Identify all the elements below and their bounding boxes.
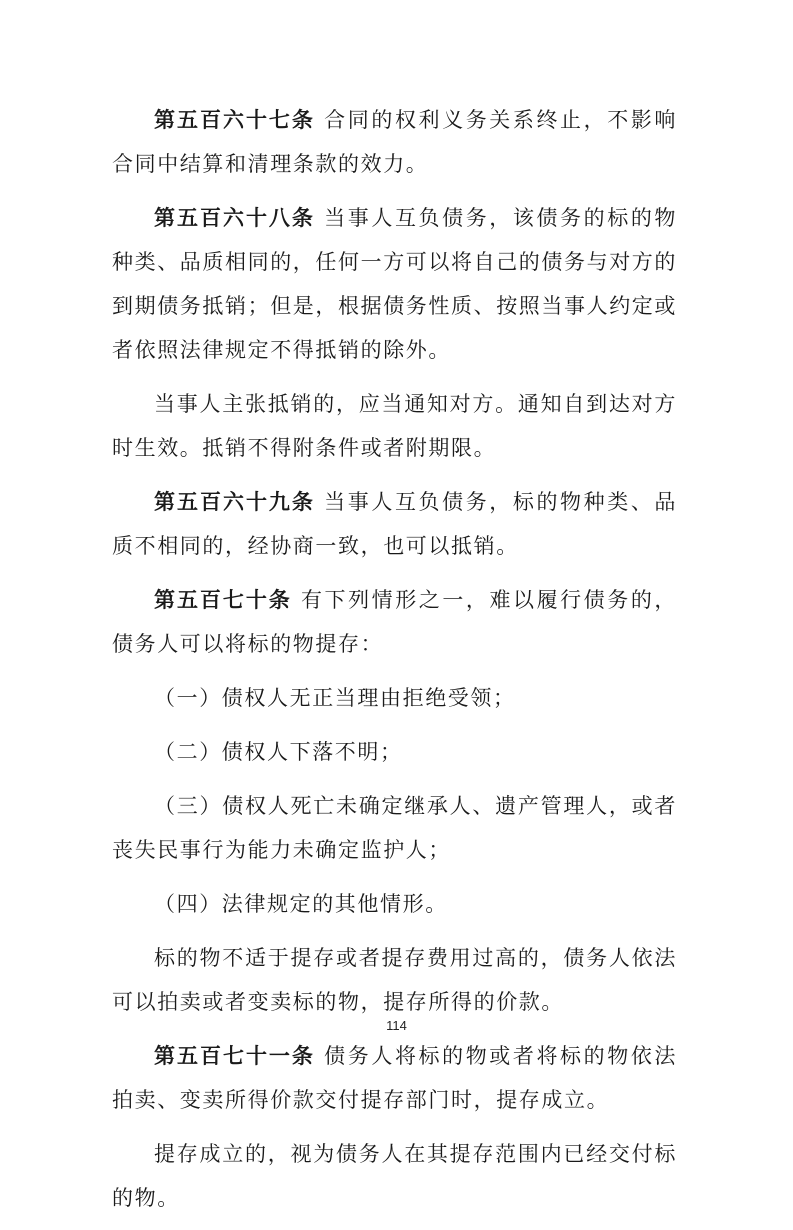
list-item-text: （三）债权人死亡未确定继承人、遗产管理人，或者丧失民事行为能力未确定监护人； — [112, 794, 677, 862]
paragraph-text: 标的物不适于提存或者提存费用过高的，债务人依法可以拍卖或者变卖标的物，提存所得的价款。 — [112, 946, 677, 1014]
article-570 — [112, 578, 677, 666]
article-text: 有下列情形之一，难以履行债务的，债务人可以将标的物提存： — [112, 588, 678, 656]
document-page — [112, 98, 677, 1230]
article-568-paragraph-2 — [112, 382, 677, 470]
article-text: 当事人互负债务，该债务的标的物种类、品质相同的，任何一方可以将自己的债务与对方的到期债务抵销；但是，根据债务性质、按照当事人约定或者依照法律规定不得抵销的除外。 — [112, 206, 678, 362]
article-571 — [112, 1034, 677, 1122]
article-title: 第五百六十八条 — [154, 206, 315, 230]
article-568 — [112, 196, 677, 372]
article-571-paragraph-2 — [112, 1132, 677, 1220]
list-item-4 — [112, 882, 677, 926]
article-text: 债务人将标的物或者将标的物依法拍卖、变卖所得价款交付提存部门时，提存成立。 — [112, 1044, 678, 1112]
list-item-text: （二）债权人下落不明； — [154, 740, 403, 764]
article-title: 第五百六十七条 — [154, 108, 315, 132]
article-567 — [112, 98, 677, 186]
article-569 — [112, 480, 677, 568]
list-item-text: （四）法律规定的其他情形。 — [154, 892, 448, 916]
article-title: 第五百七十条 — [154, 588, 292, 612]
page-number: 114 — [386, 1018, 407, 1033]
list-item-text: （一）债权人无正当理由拒绝受领； — [154, 686, 516, 710]
article-title: 第五百七十一条 — [154, 1044, 315, 1068]
list-item-3 — [112, 784, 677, 872]
paragraph-text: 提存成立的，视为债务人在其提存范围内已经交付标的物。 — [112, 1142, 677, 1210]
list-item-1 — [112, 676, 677, 720]
article-570-paragraph-2 — [112, 936, 677, 1024]
article-title: 第五百六十九条 — [154, 490, 315, 514]
paragraph-text: 当事人主张抵销的，应当通知对方。通知自到达对方时生效。抵销不得附条件或者附期限。 — [112, 392, 677, 460]
list-item-2 — [112, 730, 677, 774]
article-text: 当事人互负债务，标的物种类、品质不相同的，经协商一致，也可以抵销。 — [112, 490, 678, 558]
article-text: 合同的权利义务关系终止，不影响合同中结算和清理条款的效力。 — [112, 108, 678, 176]
